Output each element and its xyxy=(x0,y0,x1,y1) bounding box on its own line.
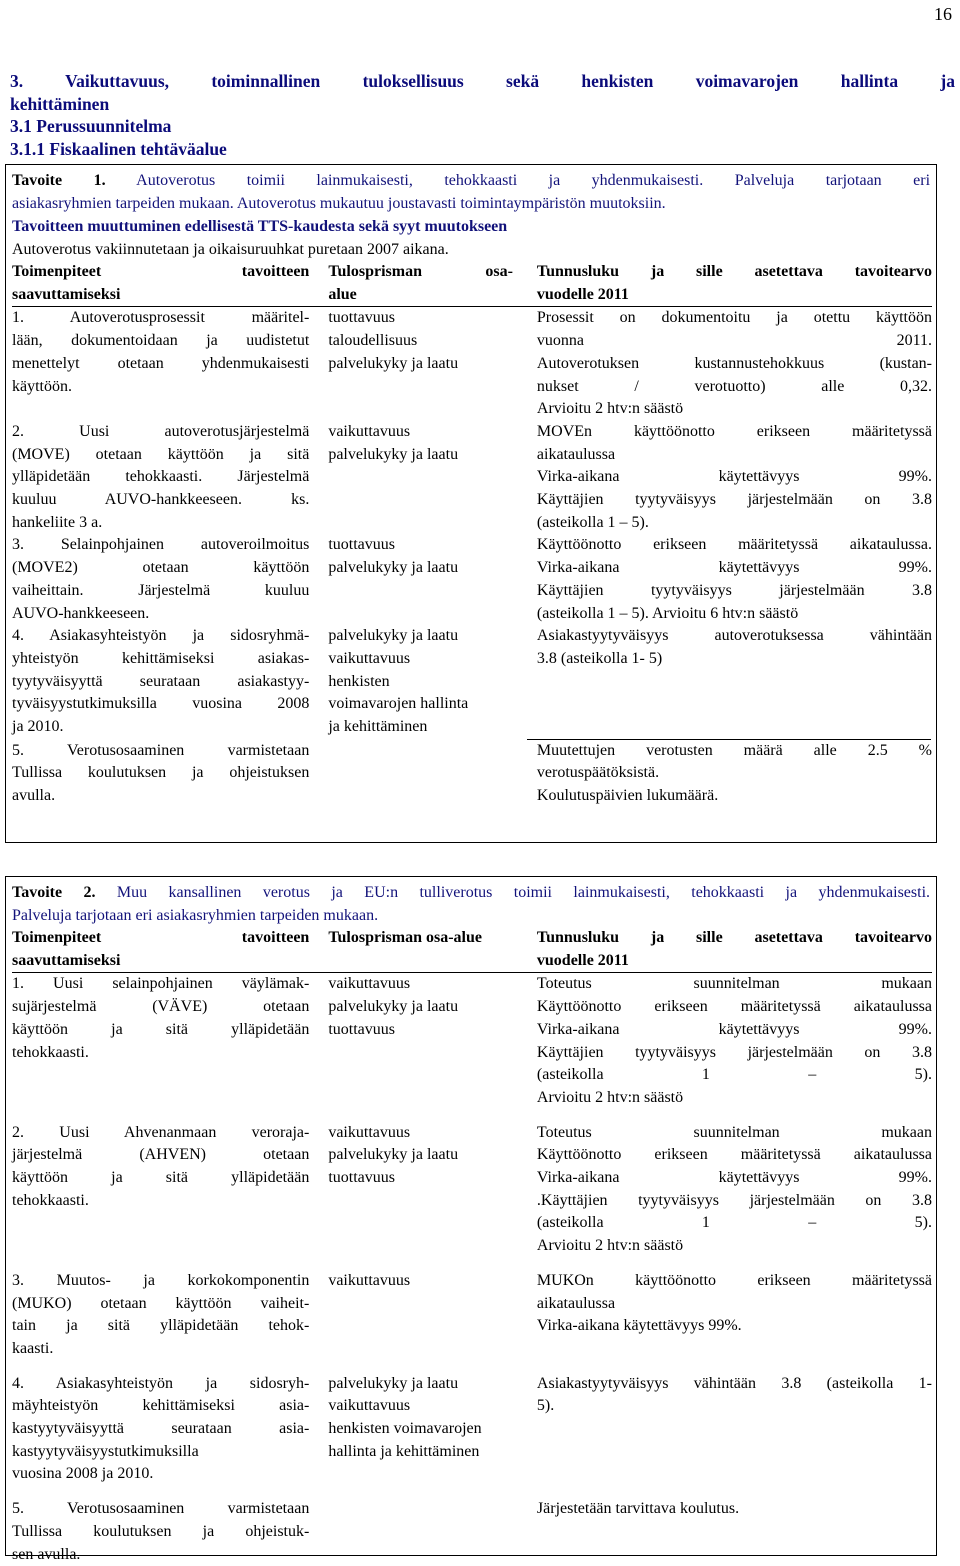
goal-2-text-2: Palveluja tarjotaan eri asiakasryhmien tarpeiden mukaan. xyxy=(12,907,379,924)
cell-text: Virka-aikana käytettävyys 99%. xyxy=(536,1317,742,1335)
row-spacer xyxy=(12,1361,932,1373)
cell-text: Virka-aikana käytettävyys 99%. xyxy=(536,1020,932,1038)
table-cell xyxy=(12,1122,309,1258)
goal-2-text-1: Muu kansallinen verotus ja EU:n tulliverotus toimii lainmukaisesti, tehokkaasti ja yhdenmukaisesti. xyxy=(116,884,931,901)
table-row xyxy=(12,1122,932,1258)
cell-text: vaikuttavuus xyxy=(328,422,411,440)
table-row xyxy=(12,625,932,739)
table-row xyxy=(12,973,932,1109)
cell-text: AUVO-hankkeeseen. xyxy=(12,604,150,622)
cell-text: (asteikolla 1 – 5). xyxy=(536,513,649,531)
goal-1-number: 1. xyxy=(93,172,106,189)
heading-line-4: 3.1.1 Fiskaalinen tehtäväalue xyxy=(10,138,227,159)
table-cell xyxy=(12,1270,309,1361)
cell-text: Autoverotuksen kustannustehokkuus (kustan- xyxy=(536,354,932,372)
cell-text: yhteistyön kehittämiseksi asiakas- xyxy=(12,649,310,667)
row-spacer xyxy=(12,1110,932,1122)
cell-text: henkisten voimavarojen xyxy=(328,1420,482,1438)
header-indicator-2: vuodelle 2011 xyxy=(536,951,629,969)
cell-text: 3. Selainpohjainen autoveroilmoitus xyxy=(12,536,310,554)
cell-text: lään, dokumentoidaan ja uudistetut xyxy=(12,332,310,350)
table-cell xyxy=(12,625,309,739)
table-cell xyxy=(537,534,932,625)
cell-text: MUKOn käyttöönotto erikseen määritetyssä xyxy=(536,1271,932,1289)
header-area-2: alue xyxy=(328,285,357,303)
table-cell xyxy=(328,740,513,808)
cell-text: (asteikolla 1 – 5). Arvioitu 6 htv:n säästö xyxy=(536,604,799,622)
table-cell xyxy=(328,307,513,421)
cell-text: 2. Uusi autoverotusjärjestelmä xyxy=(12,422,310,440)
cell-text: Arvioitu 2 htv:n säästö xyxy=(536,400,684,418)
goal-2-box xyxy=(5,876,937,1563)
table-cell xyxy=(12,421,309,535)
goal-2-label: Tavoite 2. xyxy=(12,884,96,901)
cell-text: Käyttäjien tyytyväisyys järjestelmään on 3.8 xyxy=(536,1043,932,1061)
cell-text: Arvioitu 2 htv:n säästö xyxy=(536,1088,684,1106)
row-spacer xyxy=(12,1486,932,1498)
table-row xyxy=(12,534,932,625)
cell-text: ja 2010. xyxy=(12,718,64,736)
goal-1-change-text: Autoverotus vakiinnutetaan ja oikaisuruuhkat puretaan 2007 aikana. xyxy=(12,241,449,258)
cell-text: 1. Autoverotusprosessit määritel- xyxy=(12,309,310,327)
cell-text: vuosina 2008 ja 2010. xyxy=(12,1465,154,1483)
cell-text: Arvioitu 2 htv:n säästö xyxy=(536,1237,684,1255)
cell-text: MOVEn käyttöönotto erikseen määritetyssä xyxy=(536,422,932,440)
cell-text: 1. Uusi selainpohjainen väylämak- xyxy=(12,975,310,993)
goal-1-text-2: asiakasryhmien tarpeiden mukaan. Autoverotus mukautuu joustavasti toimintaympäristön muutoksiin. xyxy=(12,195,666,212)
goal-1-table xyxy=(12,261,932,808)
cell-text: voimavarojen hallinta xyxy=(328,695,469,713)
cell-text: Käyttöönotto erikseen määritetyssä aikataulussa xyxy=(536,1146,932,1164)
cell-text: tyväisyystutkimuksilla vuosina 2008 xyxy=(12,695,310,713)
cell-text: tyytyväisyyttä seurataan asiakastyy- xyxy=(12,672,310,690)
cell-text: Asiakastyytyväisyys vähintään 3.8 (asteikolla 1- xyxy=(536,1374,932,1392)
table-cell xyxy=(537,1122,932,1258)
cell-text: tehokkaasti. xyxy=(12,1043,89,1061)
cell-text: ylläpidetään tehokkaasti. Järjestelmä xyxy=(12,468,310,486)
cell-text: aikataulussa xyxy=(536,445,616,463)
cell-text: palvelukyky ja laatu xyxy=(328,1374,459,1392)
cell-text: Käyttäjien tyytyväisyys järjestelmään on 3.8 xyxy=(536,491,932,509)
goal-1-intro xyxy=(6,165,936,261)
cell-text: hankeliite 3 a. xyxy=(12,513,103,531)
section-heading xyxy=(10,70,955,160)
table-cell xyxy=(537,421,932,535)
cell-text: käyttöön ja sitä ylläpidetään xyxy=(12,1169,310,1187)
table-cell xyxy=(328,973,513,1109)
header-area: Tulosprisman osa- xyxy=(328,263,513,280)
heading-line-2: kehittäminen xyxy=(10,93,110,114)
table-cell xyxy=(328,1373,513,1487)
cell-text: kuuluu AUVO-hankkeeseen. ks. xyxy=(12,491,310,509)
cell-text: vaiheittain. Järjestelmä kuuluu xyxy=(12,581,310,599)
table-header xyxy=(12,927,932,972)
goal-1-box xyxy=(5,164,937,843)
table-cell xyxy=(12,307,309,421)
cell-text: 5). xyxy=(536,1397,555,1415)
goal-2-table xyxy=(12,927,932,1566)
cell-text: verotuspäätöksistä. xyxy=(536,764,660,782)
table-row xyxy=(12,1373,932,1487)
cell-text: Koulutuspäivien lukumäärä. xyxy=(536,787,719,805)
cell-text: Järjestetään tarvittava koulutus. xyxy=(536,1500,740,1518)
heading-line-1: 3. Vaikuttavuus, toiminnallinen tuloksellisuus sekä henkisten voimavarojen hallinta ja xyxy=(10,71,955,91)
table-cell xyxy=(537,973,932,1109)
table-cell xyxy=(328,1498,513,1566)
cell-text: vaikuttavuus xyxy=(328,1271,411,1289)
cell-text: palvelukyky ja laatu xyxy=(328,559,459,577)
cell-text: (MOVE) otetaan käyttöön ja sitä xyxy=(12,445,310,463)
header-measures-2: saavuttamiseksi xyxy=(12,951,121,969)
table-cell xyxy=(328,625,513,739)
goal-1-text-1: Autoverotus toimii lainmukaisesti, tehokkaasti ja yhdenmukaisesti. Palveluja tarjotaan eri xyxy=(136,172,931,189)
cell-text: Virka-aikana käytettävyys 99%. xyxy=(536,1169,932,1187)
cell-text: (MUKO) otetaan käyttöön vaiheit- xyxy=(12,1294,310,1312)
table-cell xyxy=(537,1270,932,1361)
cell-text: Virka-aikana käytettävyys 99%. xyxy=(536,468,932,486)
table-cell xyxy=(12,740,309,808)
table-cell xyxy=(537,307,932,421)
heading-line-3: 3.1 Perussuunnitelma xyxy=(10,116,172,136)
table-row xyxy=(12,740,932,808)
table-cell xyxy=(12,534,309,625)
cell-text: Virka-aikana käytettävyys 99%. xyxy=(536,559,932,577)
cell-text: tain ja sitä ylläpidetään tehok- xyxy=(12,1317,310,1335)
cell-text: menettelyt otetaan yhdenmukaisesti xyxy=(12,354,310,372)
cell-text: palvelukyky ja laatu xyxy=(328,627,459,645)
cell-text: kaasti. xyxy=(12,1339,54,1357)
cell-text: tehokkaasti. xyxy=(12,1191,89,1209)
cell-text: kastyytyväisyyttä seurataan asia- xyxy=(12,1420,310,1438)
table-cell xyxy=(12,1498,309,1566)
cell-text: vaikuttavuus xyxy=(328,975,411,993)
cell-text: 5. Verotusosaaminen varmistetaan xyxy=(12,741,310,759)
goal-1-change-heading: Tavoitteen muuttuminen edellisestä TTS-kaudesta sekä syyt muutokseen xyxy=(12,218,508,235)
table-row xyxy=(12,1498,932,1566)
cell-text: käyttöön. xyxy=(12,377,72,395)
header-indicator: Tunnusluku ja sille asetettava tavoitearvo xyxy=(536,929,932,946)
cell-text: palvelukyky ja laatu xyxy=(328,1146,459,1164)
header-indicator: Tunnusluku ja sille asetettava tavoitearvo xyxy=(536,263,932,280)
cell-text: palvelukyky ja laatu xyxy=(328,998,459,1016)
table-cell xyxy=(537,740,932,808)
cell-text: vaikuttavuus xyxy=(328,649,411,667)
cell-text: avulla. xyxy=(12,787,56,805)
cell-text: Toteutus suunnitelman mukaan xyxy=(536,975,932,993)
cell-text: ja kehittäminen xyxy=(328,718,428,736)
cell-text: hallinta ja kehittäminen xyxy=(328,1442,480,1460)
cell-text: Prosessit on dokumentoitu ja otettu käyttöön xyxy=(536,309,932,327)
cell-text: henkisten xyxy=(328,672,390,690)
goal-1-label: Tavoite xyxy=(12,172,63,189)
header-measures: Toimenpiteet tavoitteen xyxy=(12,263,310,280)
table-cell xyxy=(328,1270,513,1361)
table-row xyxy=(12,1270,932,1361)
cell-text: tuottavuus xyxy=(328,1020,395,1038)
cell-text: vuonna 2011. xyxy=(536,332,932,350)
cell-text: vaikuttavuus xyxy=(328,1123,411,1141)
cell-text: Tullissa koulutuksen ja ohjeistuk- xyxy=(12,1522,310,1540)
cell-text: Käyttäjien tyytyväisyys järjestelmään 3.8 xyxy=(536,581,932,599)
cell-text: tuottavuus xyxy=(328,1169,395,1187)
cell-text: (asteikolla 1 – 5). xyxy=(536,1066,932,1084)
cell-text: Tullissa koulutuksen ja ohjeistuksen xyxy=(12,764,310,782)
table-header xyxy=(12,261,932,306)
cell-text: Muutettujen verotusten määrä alle 2.5 % xyxy=(536,741,932,759)
header-measures: Toimenpiteet tavoitteen xyxy=(12,929,310,946)
table-row xyxy=(12,421,932,535)
cell-text: vaikuttavuus xyxy=(328,1397,411,1415)
cell-text: .Käyttäjien tyytyväisyys järjestelmään on 3.8 xyxy=(536,1191,932,1209)
table-cell xyxy=(537,1373,932,1487)
cell-text: 4. Asiakasyhteistyön ja sidosryhmä- xyxy=(12,627,310,645)
table-cell xyxy=(537,625,932,739)
cell-text: palvelukyky ja laatu xyxy=(328,354,459,372)
cell-text: palvelukyky ja laatu xyxy=(328,445,459,463)
cell-text: tuottavuus xyxy=(328,536,395,554)
header-measures-2: saavuttamiseksi xyxy=(12,285,121,303)
goal-2-rows xyxy=(12,973,932,1566)
cell-text: aikataulussa xyxy=(536,1294,616,1312)
table-cell xyxy=(12,973,309,1109)
cell-text: 3. Muutos- ja korkokomponentin xyxy=(12,1271,310,1289)
goal-1-rows xyxy=(12,307,932,807)
cell-text: 5. Verotusosaaminen varmistetaan xyxy=(12,1500,310,1518)
table-cell xyxy=(328,1122,513,1258)
table-cell xyxy=(12,1373,309,1487)
header-indicator-2: vuodelle 2011 xyxy=(536,285,629,303)
cell-text: kastyytyväisyystutkimuksilla xyxy=(12,1442,199,1460)
cell-text: käyttöön ja sitä ylläpidetään xyxy=(12,1020,310,1038)
table-cell xyxy=(328,421,513,535)
row-spacer xyxy=(12,1258,932,1270)
cell-text: taloudellisuus xyxy=(328,332,418,350)
cell-text: mäyhteistyön kehittämiseksi asia- xyxy=(12,1397,310,1415)
cell-text: (MOVE2) otetaan käyttöön xyxy=(12,559,310,577)
cell-text: 4. Asiakasyhteistyön ja sidosryh- xyxy=(12,1374,310,1392)
cell-text: Käyttöönotto erikseen määritetyssä aikataulussa xyxy=(536,998,932,1016)
table-cell xyxy=(537,1498,932,1566)
cell-text: sujärjestelmä (VÄVE) otetaan xyxy=(12,998,310,1016)
cell-text: Käyttöönotto erikseen määritetyssä aikataulussa. xyxy=(536,536,932,554)
header-area: Tulosprisman osa-alue xyxy=(328,929,482,946)
cell-text: 2. Uusi Ahvenanmaan veroraja- xyxy=(12,1123,310,1141)
table-cell xyxy=(328,534,513,625)
goal-2-intro xyxy=(6,877,936,927)
table-row xyxy=(12,307,932,421)
cell-text: tuottavuus xyxy=(328,309,395,327)
cell-text: 3.8 (asteikolla 1- 5) xyxy=(536,649,663,667)
cell-text: Asiakastyytyväisyys autoverotuksessa vähintään xyxy=(536,627,932,645)
cell-text: järjestelmä (AHVEN) otetaan xyxy=(12,1146,310,1164)
cell-text: sen avulla. xyxy=(12,1545,81,1563)
cell-text: nukset / verotuotto) alle 0,32. xyxy=(536,377,932,395)
page-number: 16 xyxy=(934,4,952,24)
cell-text: (asteikolla 1 – 5). xyxy=(536,1214,932,1232)
cell-text: Toteutus suunnitelman mukaan xyxy=(536,1123,932,1141)
